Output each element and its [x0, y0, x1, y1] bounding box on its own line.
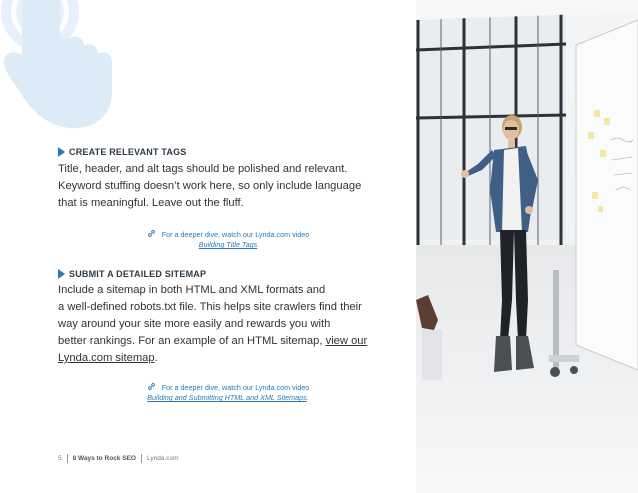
office-photo — [416, 0, 638, 493]
sitemap-link-part2[interactable]: Lynda.com sitemap — [58, 352, 155, 364]
document-title: 8 Ways to Rock SEO — [72, 455, 136, 462]
chevron-right-icon — [58, 269, 65, 279]
chevron-right-icon — [58, 147, 65, 157]
body-line: a well-defined robots.txt file. This helps site crawlers find their — [58, 301, 362, 313]
page-number: 5 — [58, 455, 62, 462]
video-link-sitemaps[interactable]: Building and Submitting HTML and XML Sitemaps — [147, 393, 307, 402]
sitemap-link-part1[interactable]: view our — [325, 335, 368, 347]
body-text-segment: . — [154, 352, 158, 364]
video-link-title-tags[interactable]: Building Title Tags — [198, 240, 258, 249]
section-body-sitemap — [58, 282, 398, 367]
body-line — [58, 350, 398, 367]
video-link-intro: For a deeper dive, watch our Lynda.com video — [161, 383, 310, 392]
section-heading-text: SUBMIT A DETAILED SITEMAP — [69, 269, 207, 279]
body-line: that is meaningful. Leave out the fluff. — [58, 197, 244, 209]
section-body-tags — [58, 161, 398, 212]
video-link-suffix: . — [306, 393, 309, 402]
video-link-block-tags — [58, 229, 398, 250]
page-footer — [58, 454, 179, 463]
video-link-intro: For a deeper dive, watch our Lynda.com video — [161, 230, 310, 239]
video-link-block-sitemap — [58, 382, 398, 403]
body-line: Include a sitemap in both HTML and XML formats and — [58, 284, 326, 296]
body-line: way around your site more easily and rewards you with — [58, 318, 331, 330]
footer-divider — [141, 454, 142, 463]
body-line: Keyword stuffing doesn’t work here, so only include language — [58, 180, 362, 192]
body-line: Title, header, and alt tags should be polished and relevant. — [58, 163, 348, 175]
footer-divider — [67, 454, 68, 463]
section-heading-tags — [58, 147, 187, 157]
body-text-segment: better rankings. For an example of an HTML sitemap, — [58, 335, 326, 347]
pointing-hand-icon — [0, 0, 120, 135]
link-icon — [147, 382, 156, 391]
section-heading-text: CREATE RELEVANT TAGS — [69, 147, 187, 157]
body-line — [58, 333, 398, 350]
link-icon — [147, 229, 156, 238]
site-name: Lynda.com — [146, 455, 179, 462]
section-heading-sitemap — [58, 269, 206, 279]
